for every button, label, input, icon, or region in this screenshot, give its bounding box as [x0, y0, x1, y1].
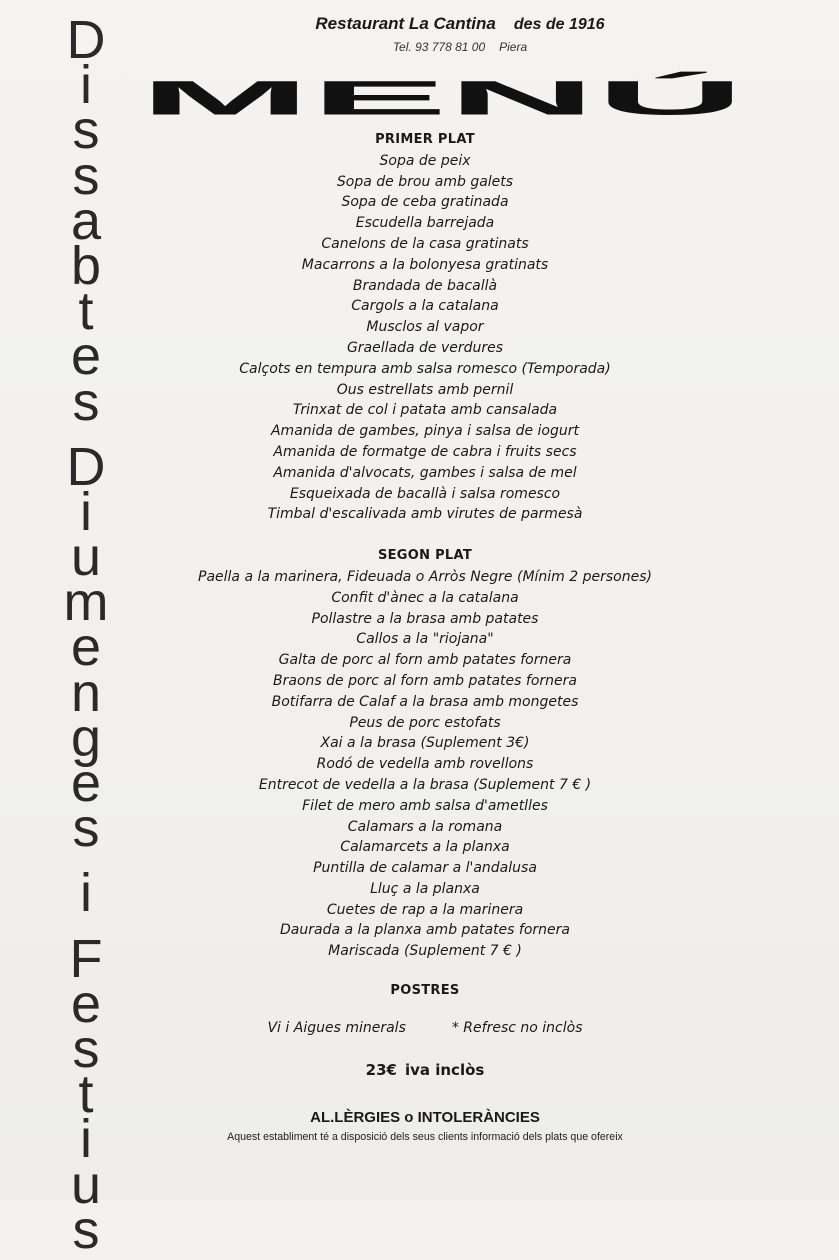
soft-drinks-note: * Refresc no inclòs: [451, 1019, 583, 1036]
primer-plat-item: Musclos al vapor: [366, 319, 484, 336]
vertical-letter: g: [70, 707, 102, 768]
primer-plat-item: Graellada de verdures: [346, 339, 504, 356]
segon-plat-item: Daurada a la planxa amb patates fornera: [280, 922, 570, 939]
segon-plat-item: Entrecot de vedella a la brasa (Suplement 7 € ): [258, 776, 592, 793]
primer-plat-item: Trinxat de col i patata amb cansalada: [292, 402, 558, 419]
restaurant-phone-line: [180, 40, 740, 54]
menu-content: [150, 130, 700, 1081]
vertical-letter: i: [80, 863, 92, 924]
vertical-letter: i: [80, 1109, 92, 1170]
primer-plat-item: Timbal d'escalivada amb virutes de parmesà: [267, 506, 583, 523]
primer-plat-item: Calçots en tempura amb salsa romesco (Temporada): [239, 360, 611, 377]
vertical-days-text: [46, 10, 126, 1260]
segon-plat-item: Botifarra de Calaf a la brasa amb mongetes: [271, 693, 579, 710]
segon-plat-item: Peus de porc estofats: [349, 714, 501, 731]
segon-plat-item: Galta de porc al forn amb patates fornera: [278, 652, 572, 669]
segon-plat-item: Mariscada (Suplement 7 € ): [328, 943, 522, 960]
primer-plat-item: Escudella barrejada: [355, 215, 495, 232]
vertical-letter: b: [70, 235, 102, 296]
vertical-letter: D: [66, 10, 106, 70]
segon-plat-item: Paella a la marinera, Fideuada o Arròs Negre (Mínim 2 persones): [198, 568, 652, 585]
vertical-letter: e: [70, 973, 102, 1034]
primer-plat-item: Sopa de brou amb galets: [336, 173, 514, 190]
restaurant-name: [180, 14, 740, 34]
segon-plat-item: Calamarcets a la planxa: [340, 839, 510, 856]
segon-plat-item: Cuetes de rap a la marinera: [326, 901, 524, 918]
vertical-letter: s: [72, 145, 100, 206]
vertical-letter: n: [70, 662, 102, 723]
drinks-included: Vi i Aigues minerals: [267, 1019, 406, 1036]
vertical-letter: D: [66, 436, 106, 497]
vertical-letter: m: [63, 572, 109, 633]
postres-heading: POSTRES: [390, 983, 460, 999]
vertical-letter: i: [80, 481, 92, 542]
allergies-notice: Aquest establiment té a disposició dels seus clients informació dels plats que ofereix: [227, 1131, 623, 1143]
allergies-heading: AL.LÈRGIES o INTOLERÀNCIES: [310, 1109, 540, 1126]
menu-title: [135, 62, 750, 124]
primer-plat-item: Macarrons a la bolonyesa gratinats: [301, 256, 549, 273]
primer-plat-item: Amanida d'alvocats, gambes i salsa de mel: [273, 464, 577, 481]
segon-plat-list: [150, 567, 700, 962]
vertical-letter: s: [72, 371, 100, 432]
vertical-letter: t: [78, 281, 94, 342]
segon-plat-item: Callos a la "riojana": [356, 631, 494, 648]
primer-plat-item: Sopa de peix: [379, 152, 471, 169]
town-name: Piera: [499, 40, 528, 54]
price-iva: iva inclòs: [404, 1060, 485, 1079]
segon-plat-item: Xai a la brasa (Suplement 3€): [320, 735, 530, 752]
vertical-letter: s: [72, 798, 100, 859]
vertical-letter: e: [70, 753, 102, 813]
vertical-letter: s: [72, 1018, 100, 1079]
drinks-line: [150, 1018, 700, 1039]
segon-plat-item: Calamars a la romana: [347, 818, 503, 835]
vertical-letter: i: [80, 55, 92, 116]
vertical-letter: s: [72, 100, 100, 161]
segon-plat-item: Filet de mero amb salsa d'ametlles: [302, 797, 548, 814]
primer-plat-item: Canelons de la casa gratinats: [321, 235, 529, 252]
vertical-letter: F: [69, 928, 103, 989]
segon-plat-item: Lluç a la planxa: [370, 880, 480, 897]
primer-plat-item: Esqueixada de bacallà i salsa romesco: [289, 485, 561, 502]
primer-plat-item: Amanida de formatge de cabra i fruits secs: [273, 443, 577, 460]
primer-plat-list: [150, 151, 700, 525]
primer-plat-item: Sopa de ceba gratinada: [341, 194, 509, 211]
primer-plat-item: Ous estrellats amb pernil: [336, 381, 514, 398]
vertical-letter: u: [70, 1154, 102, 1215]
vertical-letter: e: [70, 326, 102, 387]
primer-plat-item: Brandada de bacallà: [352, 277, 498, 294]
vertical-letter: s: [72, 1199, 100, 1260]
vertical-letter: u: [70, 527, 102, 588]
menu-title-text: MENÚ: [139, 70, 275, 124]
primer-plat-item: Cargols a la catalana: [351, 298, 499, 315]
segon-plat-item: Braons de porc al forn amb patates fornera: [273, 672, 577, 689]
segon-plat-item: Rodó de vedella amb rovellons: [316, 756, 534, 773]
vertical-letter: e: [70, 617, 102, 678]
price-line: [150, 1059, 700, 1081]
segon-plat-item: Confit d'ànec a la catalana: [331, 589, 519, 606]
vertical-letter: a: [70, 190, 102, 251]
segon-plat-item: Pollastre a la brasa amb patates: [311, 610, 539, 627]
vertical-letter: t: [78, 1064, 94, 1125]
segon-plat-heading: SEGON PLAT: [377, 548, 473, 564]
primer-plat-heading: PRIMER PLAT: [375, 132, 475, 147]
phone-number: Tel. 93 778 81 00: [392, 40, 486, 54]
price-amount: 23€: [365, 1060, 397, 1079]
restaurant-since: des de 1916: [513, 16, 605, 33]
primer-plat-item: Amanida de gambes, pinya i salsa de iogurt: [270, 423, 580, 440]
segon-plat-item: Puntilla de calamar a l'andalusa: [313, 860, 537, 877]
restaurant-title: Restaurant La Cantina: [315, 14, 496, 33]
